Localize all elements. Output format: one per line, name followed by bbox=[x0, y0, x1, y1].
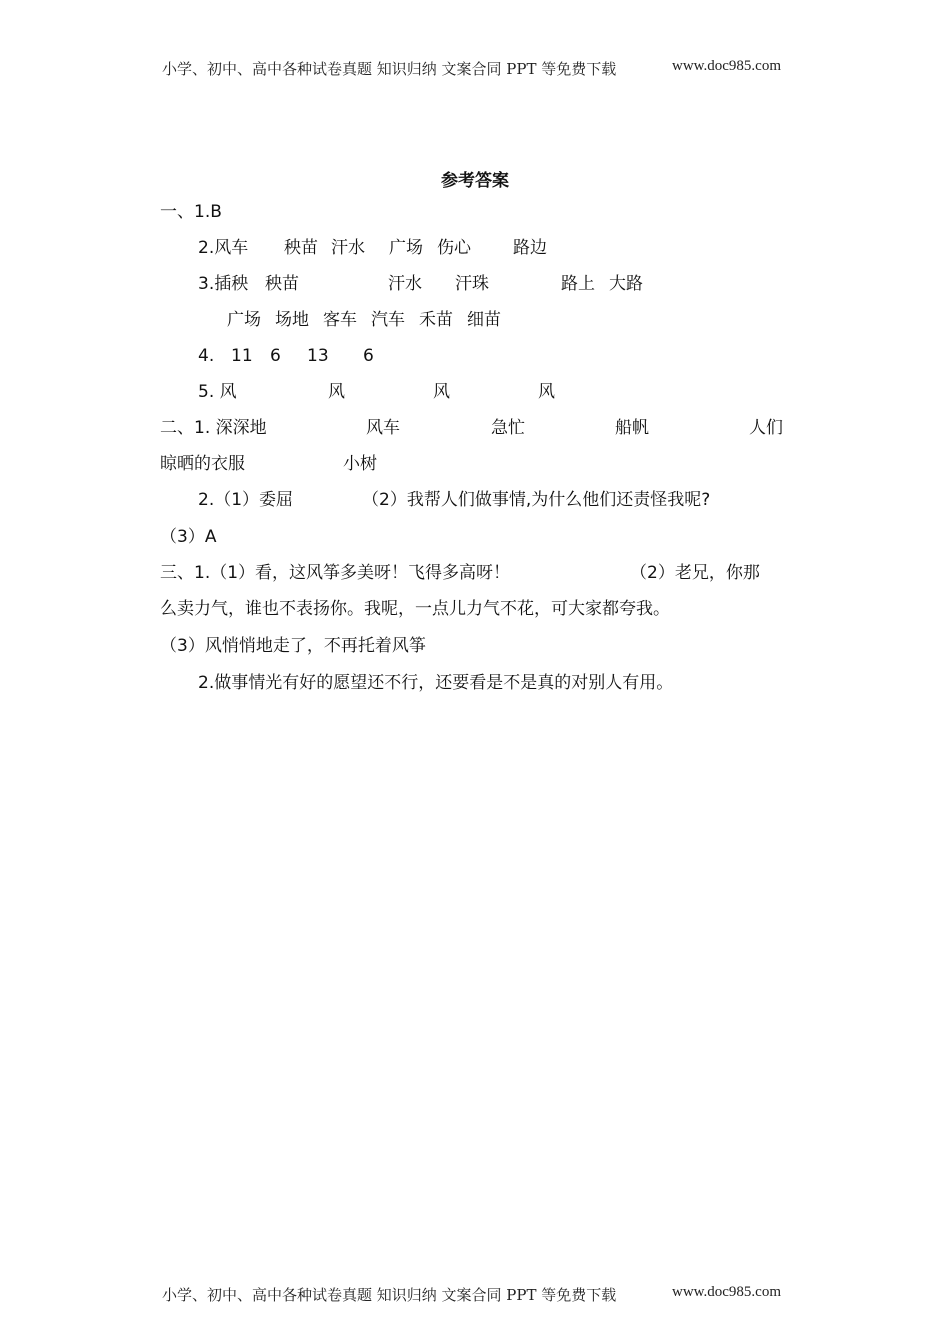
s1-l3-b: 秧苗 bbox=[265, 274, 299, 294]
s1-l6-c: 风 bbox=[433, 382, 450, 402]
s2-l1-d: 船帆 bbox=[615, 418, 649, 438]
s1-l2-e: 伤心 bbox=[437, 238, 471, 258]
s2-l3-b: （2）我帮人们做事情,为什么他们还责怪我呢? bbox=[362, 490, 711, 510]
s1-l3-c: 汗水 bbox=[388, 274, 422, 294]
s1-l5-d: 13 bbox=[307, 346, 329, 366]
s1-l4-e: 禾苗 bbox=[419, 310, 453, 330]
s3-l1-a: 三、1.（1）看，这风筝多美呀！飞得多高呀！ bbox=[160, 563, 511, 583]
s3-l1-b: （2）老兄，你那 bbox=[630, 563, 760, 583]
s3-l2: 么卖力气，谁也不表扬你。我呢，一点儿力气不花，可大家都夸我。 bbox=[160, 599, 670, 619]
s1-l6-d: 风 bbox=[538, 382, 555, 402]
header-url: www.doc985.com bbox=[672, 58, 782, 74]
s2-l1-a: 二、1. 深深地 bbox=[160, 418, 267, 438]
s2-l3-a: 2.（1）委屈 bbox=[198, 490, 294, 510]
s2-l1-b: 风车 bbox=[366, 418, 400, 438]
s1-l4-f: 细苗 bbox=[467, 310, 501, 330]
s2-l1-e: 人们 bbox=[749, 418, 783, 438]
header-text: 小学、初中、高中各种试卷真题 知识归纳 文案合同 PPT 等免费下载 bbox=[162, 60, 617, 78]
s1-l2-f: 路边 bbox=[513, 238, 547, 258]
s1-l4-c: 客车 bbox=[323, 310, 357, 330]
page-title: 参考答案 bbox=[441, 171, 509, 191]
s1-line1: 一、1.B bbox=[160, 202, 222, 222]
footer-text: 小学、初中、高中各种试卷真题 知识归纳 文案合同 PPT 等免费下载 bbox=[162, 1286, 617, 1304]
s2-l4: （3）A bbox=[160, 527, 217, 547]
s1-l6-a: 5. 风 bbox=[198, 382, 237, 402]
footer-url: www.doc985.com bbox=[672, 1284, 782, 1300]
s3-l4: 2.做事情光有好的愿望还不行，还要看是不是真的对别人有用。 bbox=[198, 673, 674, 693]
s2-l2-a: 晾晒的衣服 bbox=[160, 454, 245, 474]
s1-l2-c: 汗水 bbox=[331, 238, 365, 258]
s1-l5-c: 6 bbox=[270, 346, 281, 366]
s1-l2-d: 广场 bbox=[389, 238, 423, 258]
s1-l3-a: 3.插秧 bbox=[198, 274, 249, 294]
s1-l3-f: 大路 bbox=[609, 274, 643, 294]
s2-l1-c: 急忙 bbox=[491, 418, 525, 438]
s2-l2-b: 小树 bbox=[343, 454, 377, 474]
s1-l4-a: 广场 bbox=[227, 310, 261, 330]
s1-l3-e: 路上 bbox=[561, 274, 595, 294]
s1-l5-e: 6 bbox=[363, 346, 374, 366]
s1-l2-b: 秧苗 bbox=[284, 238, 318, 258]
s1-l6-b: 风 bbox=[328, 382, 345, 402]
s1-l5-a: 4. bbox=[198, 346, 215, 366]
s1-l5-b: 11 bbox=[231, 346, 253, 366]
s1-l2-a: 2.风车 bbox=[198, 238, 249, 258]
s1-l4-d: 汽车 bbox=[371, 310, 405, 330]
s1-l4-b: 场地 bbox=[275, 310, 309, 330]
s1-l3-d: 汗珠 bbox=[455, 274, 489, 294]
s3-l3: （3）风悄悄地走了，不再托着风筝 bbox=[160, 636, 426, 656]
